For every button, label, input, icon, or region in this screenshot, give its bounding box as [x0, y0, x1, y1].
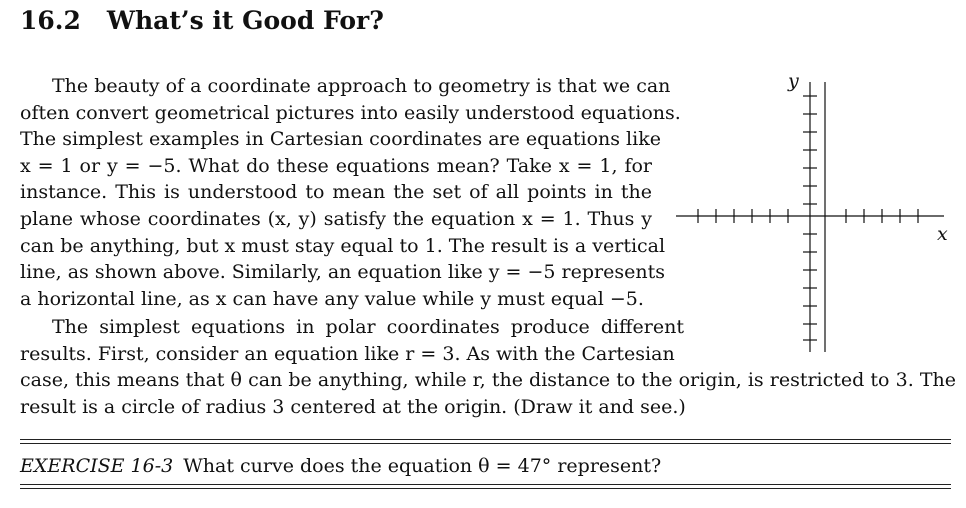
paragraph-2-line: result is a circle of radius 3 centered at the origin. (Draw it and see.) — [20, 395, 686, 418]
paragraph-1-line: The simplest examples in Cartesian coordinates are equations like — [20, 128, 661, 151]
paragraph-2-line: case, this means that θ can be anything, while r, the distance to the origin, is restricted to 3. The — [20, 369, 956, 392]
section-heading — [20, 6, 384, 35]
paragraph-1-line: often convert geometrical pictures into easily understood equations. — [20, 101, 681, 124]
paragraph-1-line: The beauty of a coordinate approach to geometry is that we can — [52, 75, 671, 97]
section-number: 16.2 — [20, 6, 81, 35]
section-title: What’s it Good For? — [106, 6, 384, 35]
paragraph-1-line: line, as shown above. Similarly, an equation like y = −5 represents — [20, 261, 665, 284]
exercise-top-rule — [20, 439, 951, 440]
paragraph-1-line: plane whose coordinates (x, y) satisfy the equation x = 1. Thus y — [20, 207, 652, 230]
paragraph-1 — [20, 73, 681, 312]
paragraph-1-line: can be anything, but x must stay equal to 1. The result is a vertical — [20, 234, 666, 257]
paragraph-2-line: results. First, consider an equation like r = 3. As with the Cartesian — [20, 342, 675, 365]
exercise — [20, 455, 661, 477]
x-axis-label: x — [937, 223, 948, 245]
paragraph-1-line: a horizontal line, as x can have any value while y must equal −5. — [20, 287, 644, 310]
exercise-bottom-rule — [20, 484, 951, 485]
paragraph-1-line: instance. This is understood to mean the set of all points in the — [20, 181, 652, 204]
exercise-top-rule-inner — [20, 443, 951, 444]
exercise-label: EXERCISE 16-3 — [20, 455, 174, 477]
exercise-bottom-rule-inner — [20, 488, 951, 489]
paragraph-1-line: x = 1 or y = −5. What do these equations mean? Take x = 1, for — [20, 154, 652, 177]
exercise-text: What curve does the equation θ = 47° represent? — [183, 455, 662, 477]
coordinate-axes-figure — [670, 68, 960, 360]
paragraph-2-line: The simplest equations in polar coordinates produce different — [52, 316, 684, 338]
y-axis-label: y — [788, 70, 799, 92]
